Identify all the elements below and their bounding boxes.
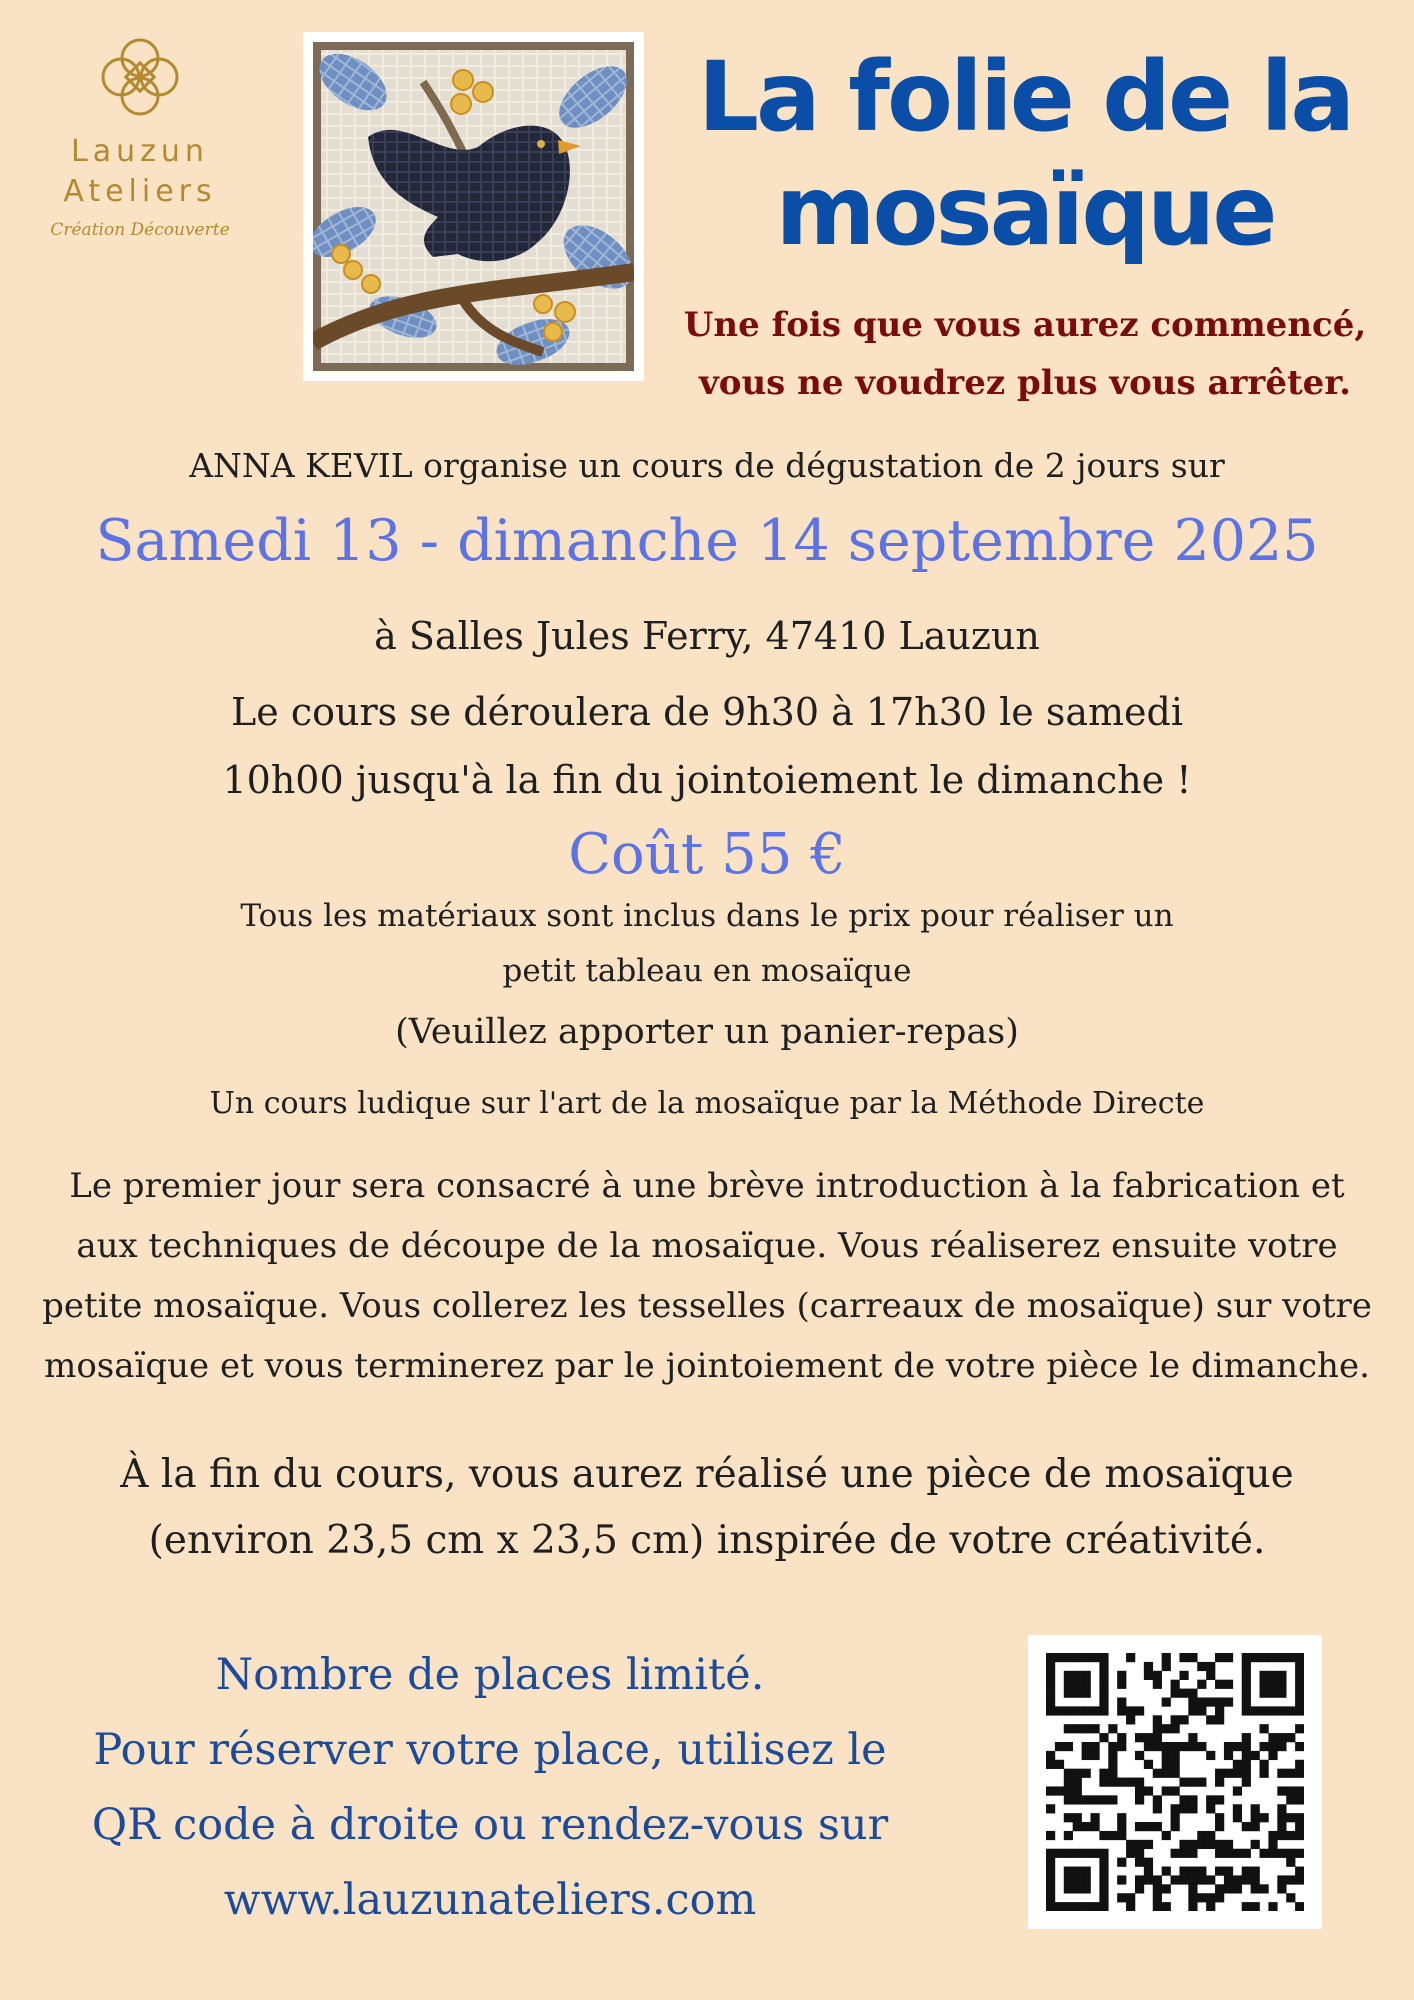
result-line2: (environ 23,5 cm x 23,5 cm) inspirée de votre créativité. [148,1518,1266,1563]
qr-code-icon [1046,1653,1304,1911]
reservation-block [60,1638,920,1938]
poster-title [650,40,1400,268]
knot-emblem-icon [99,36,181,118]
reservation-line3: QR code à droite ou rendez-vous sur [91,1800,889,1850]
title-line1: La folie de la [697,41,1353,153]
event-price: Coût 55 € [568,822,846,887]
course-description [20,1156,1394,1396]
result-line1: À la fin du cours, vous aurez réalisé une pièce de mosaïque [120,1452,1294,1497]
lauzun-ateliers-logo [30,36,250,246]
description-line3: petite mosaïque. Vous collerez les tesselles (carreaux de mosaïque) sur votre [42,1286,1372,1326]
event-location: à Salles Jules Ferry, 47410 Lauzun [374,614,1040,658]
subtitle-line2: vous ne voudrez plus vous arrêter. [699,363,1351,403]
subtitle-line1: Une fois que vous aurez commencé, [683,305,1367,345]
logo-name-line2: Ateliers [63,174,217,209]
reservation-line1: Nombre de places limité. [215,1650,765,1700]
logo-name-line1: Lauzun [71,134,209,169]
schedule-line2: 10h00 jusqu'à la fin du jointoiement le dimanche ! [222,758,1192,802]
lunch-note: (Veuillez apporter un panier-repas) [395,1012,1019,1052]
mosaic-bird-illustration [313,42,634,371]
logo-tagline: Création Découverte [50,220,230,240]
mosaic-bird-image [303,32,644,381]
qr-code[interactable] [1028,1635,1322,1929]
reservation-line2: Pour réserver votre place, utilisez le [93,1725,887,1775]
method-note: Un cours ludique sur l'art de la mosaïque par la Méthode Directe [209,1086,1205,1121]
organiser-text: ANNA KEVIL organise un cours de dégustation de 2 jours sur [189,446,1225,485]
description-line1: Le premier jour sera consacré à une brève introduction à la fabrication et [69,1166,1345,1206]
description-line4: mosaïque et vous terminerez par le jointoiement de votre pièce le dimanche. [44,1346,1370,1386]
website-link[interactable]: www.lauzunateliers.com [223,1875,757,1925]
title-line2: mosaïque [775,155,1275,267]
poster-subtitle [640,296,1410,412]
event-date: Samedi 13 - dimanche 14 septembre 2025 [95,508,1319,574]
description-line2: aux techniques de découpe de la mosaïque. Vous réaliserez ensuite votre [76,1226,1338,1266]
schedule-line1: Le cours se déroulera de 9h30 à 17h30 le samedi [231,690,1183,734]
materials-line2: petit tableau en mosaïque [502,953,912,989]
materials-line1: Tous les matériaux sont inclus dans le prix pour réaliser un [240,898,1174,934]
